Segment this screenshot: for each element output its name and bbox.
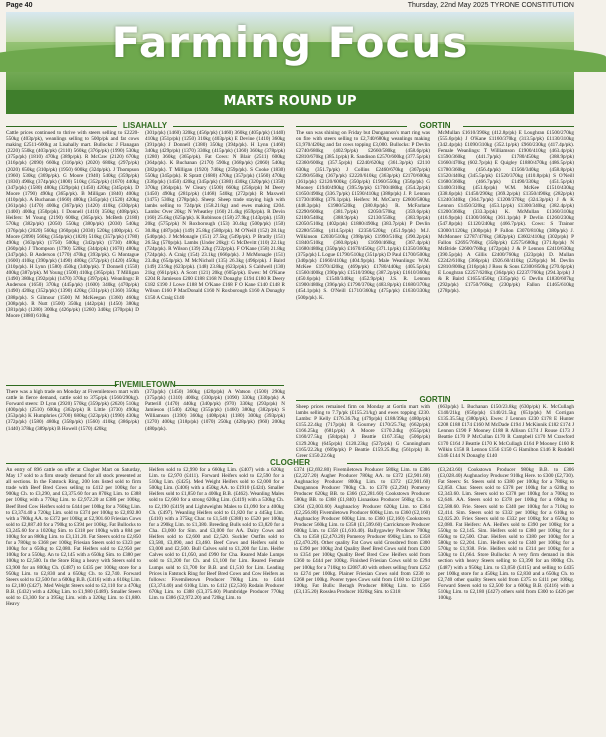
section-heading-gortin: GORTIN (296, 121, 574, 130)
gortin-sheep-text-1: Sheep prices remained firm on Monday at Gortin mart with lambs selling to 7.7p/pk (£155.21/kg) and ewes topping £230. Lambs: P Kelly £176.36.7kg (479p/pk) £188/39kg (480p/pk) £155.22.4kg (717p/pk) R Gourney £170/25.7kg (662p/pk) £166.25kg (681p/pk) A Moore £170.24kg (655p/pk) £160/27.5kg (584p/pk) J Beattie £167.35kg (506p/pk) £129.20kg (645p/pk) £120.23kg (527p/pk) G Cunningham £165/22.2kg (669p/pk) P Beattie £159.25.8kg (561p/pk) B. Greer £150.22.6kg (296, 404, 430, 459)
lisahally-text-1: Cattle prices continued to thrive with steers selling to £2220-550kg (403p/pk), weanlings selling to 500p/pk and fat cows making £2511-600kg at Lisahally mart. Bullocks: J Flanagan (2220) 550kg (403p/pk) (2110) 560kg (376p/pk) (1990) 530kg (375p/pk) (1810) 470kg (389p/pk). R McCaw (2120) 670kg (316p/pk) (2090) 660kg (316p/pk) (2020) 680kg (297p/pk) (2020) 650kg (310p/pk) (1950) 600kg (324p/pk). J Thompson (1960) 530kg (369p/pk). G Moore (1940) 540kg (359p/pk) (1830) 490kg (374p/pk) (1800) 510kg (352p/pk) (1670) 440kg (347p/pk) (1580) 480kg (329p/pk) (1450) 420kg (345p/pk). D Moore (1790) 490kg (365p/pk). B Milligan (1840) 400kg (410p/pk). A Buchanan (1660) 480kg (345p/pk) (1520) 420kg (361p/pk) (1470) 400kg (367p/pk) (1420) 410kg (330p/pk) (1400) 400kg (350p/pk). I Donnell (1410) 350kg (408p/pk). Heifers: M Young (2190) 600kg (365p/pk). McBeth (2180) 570kg (382p/pk) (2050) 550kg (380p/pk) (2030) 540kg (376p/pk) (2020) 560kg (360p/pk) (2030) 520kg (400p/pk). G Moore (2090) 560kg (354p/pk) (1820) 510kg (357p/pk) (1780) 490kg (363p/pk) (1750) 500kg (342p/pk) (1730) 480kg (360p/pk) J Thompson (1790) 520kg (344p/pk) (1670) 480kg (347p/pk). B Anderson (1770) 470kg (393p/pk). G Montague (1600) 410kg (390p/pk) (1490) 480kg (372p/pk) (1420) 450kg (310p/pk). H Lynn (1580) 450kg (340p/pk). T Donnell (1550) 400kg (387p/pk). M Young (1500) 410kg (365p/pk). T Milligan (1490) 380kg (392p/pk) (1470) 370kg (397p/pk). Weanlings: B Anderson (1650) 370kg (445p/pk) (1600) 340kg (470p/pk) (1490) 420kg (352p/pk) (1390) 420kg (331p/pk) (1360) 350kg (388p/pk). S Gilmour (1500) M McKeegan (1360) 460kg (308p/pk). R Nutt (1500) 350kg (442p/pk) (1450) 380kg (381p/pk) (1280) 300kg (426p/pk) (1260) 340kg (370p/pk) D Moore (1880) 610kg (6, 130, 139, 319)
banner-subtitle: MARTS ROUND UP (6, 90, 574, 114)
clogher-column-4 (438, 467, 574, 733)
clogher-column-2 (149, 467, 284, 733)
fivemiletown-column-1 (6, 389, 139, 449)
page-number: Page 40 (6, 2, 33, 9)
section-heading-fivemiletown: FIVEMILETOWN (6, 380, 284, 389)
gortin-column-1 (296, 130, 430, 390)
gortin-sheep-text-2: (663p/pk) L Buchanan £150/23.8kg (630p/pk) K. McCullagh £140/21kg (656p/pk) £140/21.5kg (651p/pk) M Corrigan £135.35.5kg (380p/pk). Ewes: J Lennon £230 £178 E Hunter £208 £188 £174 £160 M McDade £194 J McKinnik £182 £174 J Lennon £190 F Mooney £188 R Allison £174 J Rouse £173 J Beattie £170 P McCullan £170 R Campbell £170 M Crawford £170 £164 J Beattie £170 K McCullagh £164 P Mooney £160 R Wilkin £158 R Lennon £156 £150 G Hamilton £146 R Ruddell £146 £144 N Donaghy £140 (438, 404, 574, 459)
section-heading-clogher: CLOGHER (6, 458, 574, 467)
banner (6, 12, 574, 90)
clogher-text-2: Heifers sold to £2,990 for a 660kg Lim. (£407) with a 620kg Lim. to £2,970 (£411). Forward Heifers sold to £2,590 for a 510kg Lim. (£425). Med Weight Heifers sold to £2,000 for a 500kg Lim. (£406) with a 450kg AA. to £1910 (£424). Smaller Heifers sold to £1,850 for a 400kg B.B. (£462). Weanling Males sold to £2,660 for a strong 620kg Lim. (£419) with a 530kg Ch. to £2,190 (£419) and Lightweights Males to £1,090 for a 400kg Ch. (£497). Weanling Heifers sold to £1,820 for a 445kg Lim. (£410) with a 375kg Char. to £1,540 (£388) to £520 per 100kg for a 290kg Lim. to £1,380. Breeding Bulls sold to £3,820 for a Cha. £3,000 for Sim. and £3,000 for AA. Dairy Cows and Heifers sold to £2,600 and £2,520. Suckler Outfits sold to £3,580, £3,090, and £3,460. Beef Cows and Heifers sold to £3,000 and £2,500. Bull Calves sold to £1,200 for Lim. Heifer Calves sold to £1,050, and £990 for Cha. Reared Male Lumps sold to £1,200 for Ch. and £1,100 for Lim. Reared Female Lumps sold to £1,700 for B.B. and £1,510 for Lim. Leading Prices in Fatstock Ring for Beef Bred Cows and Cow Heifers as follows: Fivemiletown Producer 760kg Lim. to £444 (£3,374.40) and 610kg Lim. to £412 (£2,536) Rodain Producer 670kg Lim. to £388 (£3,375.60) Plumbridge Producer 770kg Lim. to £386 (£2,972.20) and 720kg Lim. to (149, 467, 284, 601)
fivemiletown-text-1: There was a high trade on Monday at Fivemiletown mart with cattle in fierce demand, cattle sold to 375p/pk (1560/290kg). Forward steers: D Lynn (2920) 570kg (359p/pk) (2620) 510kg (400p/pk) (2510) 600kg (362p/pk) R Little (3730) 490kg (353p/pk) K Humphries (2700) 680kg (323p/pk) (1990) 430kg (372p/pk) (1580) 480kg (358p/pk) (1560) 410kg (386p/pk) (1440) 378kg (389p/pk) B Howell (1570) 420kg (6, 389, 139, 432)
clogher-column-3 (294, 467, 430, 733)
lisahally-text-2: (301p/pk) (1460) 320kg (456p/pk) (1460) 360kg (405p/pk) (1440) 410kg (351p/pk) (1250) 310kg (403p/pk) E Devine (1410) 360kg (391p/pk) J Donnell (1380) 350kg (394p/pk). H Lynn (1460) 340kg (429p/pk) (1370) 330kg (415p/pk) (1360) 360kg (378p/pk) (1280) 360kg (365p/pk). Fat Cows: N Blair (2511) 600kg (364p/pk). K Buchanan (2170) 590kg (368p/pk) (2060) 540kg (382p/pk). T Milligan (1920) 740kg (259p/pk). S Cooke (1830) 550kg (345p/pk). R Spratt (1680) 470kg (357p/pk) (1560) 470kg (336p/pk) (1450) 420kg (345p/pk) (1380) 430kg (320p/pk) (1350) 370kg (364p/pk). W Cleary (1500) 660kg (256p/pk) M Deery (1450) 490kg (281p/pk) (1468) 540kg (272p/pk) R Maxwell (1475) 530kg (278p/pk). Sheep: Sheep trade staying high with lambs selling to 724p/pk (158.21/kg) and ewes making £204. Lambs: Over 20kg: N Wheatley (160) 21.4kg (659p/pk). R Devin (160) 25.6kg (625p/pk). K Robinson (158) 27.9kg (143p/pk). (159) 20kg (575p/pk) N Roxborough (153) 30.4kg (500p/pk) (150) 30.8kg (487p/pk) (149) 25.8kg (580p/pk). M O'Neill (152) 28.1kg (540p/pk). J McMonagle (151) 27.5kg (549p/pk). P Bradly (151) 26.5kg (570p/pk). Lambs (Under 20kg): G McDevitt (110) 22.1kg (724p/pk). R Wilson (139) 22kg (722p/pk). F O'Kane (158) 21.8kg (724p/pk). A Craig (154) 23.1kg (666p/pk). J McMonagle (151) 23.4kg (654p/pk). M McNicholl (135) 26.3kg (496p/pk). J Baird (149) 23.9kg (623p/pk). (148) 23.8kg (623p/pk). S Caldwell (130) 21kg (661p/pk). A Scott (121) 20kg (605p/pk). Ewes: M O'Kane £204 R Jamieson £200 £188 £168 N Donaghy £194 £180 R Deery £182 £190 J Lowe £188 M O'Kane £168 F O Kane £140 £148 R Wilson £160 P MacDonald £160 N Roxborough £160 A Donaghy £150 A Craig £140 (145, 130, 285, 301)
gortin-column-2 (438, 130, 574, 390)
gortin-text-2: McMullan £1610/390kg (412.8p/pk) E Loughran £1500/270kg (555.6p/pk) J O'Kane £1160/370kg (313.5p/pk) £1130/310kg (342.4p/pk) £1090/310kg (352.1p/pk) £960/230kg (417.4p/pk). Female Weanlings: T Williamson £1900/410kg (463.4p/pk) £1590/360kg (441.7p/pk) £1780/450kg (388.9p/pk) £1660/470kg (602.7p/pk) E Quigley £1880/470kg (486.5p/pk) £1780/360kg (456.4p/pk) £1560/340kg (458.8p/pk) £1520/440kg (345.5p/pk) £1520/370kg (410.8p/pk) S O'Neill £1680/360kg (466.7p/pk) £1490/330kg (451.5p/pk) £1400/310kg (451.6p/pk) W.M. McKee £1510/430kg (338.6p/pk) £1450/290kg (369.2p/pk) £1350/490kg (282p/pk) £1240/340kg (364.7p/pk) £1200/370kg (324.3p/pk) J & K Lennon £1450/320kg (453.1p/pk) £1300/340kg (382.4p/pk) £1200/360kg (333.3p/pk) K. McMullan £1360/310kg (416.9p/pk) £1300/360kg (361.1p/pk) P Devlin £1260/230kg (547.8p/pk) £1120/240kg (466.7p/pk). Cows: S Trainor £3000/1120kg (300p/pk) P Fallon £3070/810kg (380p/pk) J. McMonner £2787/470kg (382p/pk) £3602/410kg (302p/pk) P Fallon £2695/760kg (358p/pk) £2575/680kg (371.8p/pk) N McBride £2600/760kg (472p/pk) J & P Lennon £2410/630kg (390.5p/pk) A Gillis £2400/760kg (323p/pk) D. Mullan £2242/610kg (366p/pk) £926.60/410kg (226p/pk) M. Devlin £2810/800kg (316p/pk) J Ross & Sons £2300/850kg (270.6p/pk) E Loughran £2257/620kg (364p/pk) £2237/760kg (294.3p/pk) J & R Baird £1655/450kg (335p/pk) G Devlin £1830/607kg (292p/pk) £1750/760kg (230p/pk) Fallon £1465/610kg (278p/pk). (438, 130, 574, 295)
lisahally-column-2 (145, 130, 285, 375)
section-heading-lisahally: LISAHALLY (6, 121, 284, 130)
gortin-sheep-column-2 (438, 404, 574, 459)
gortin-text-1: The sun was shining on Friday but Dungannon's mart ring was on fire with steers selling to £2,740/680kg weanlings making £1,970/420kg and fat cows topping £3,000. Bullocks: P Devlin £2740/680kg (402.9p/pk) £2660/580kg (458.6p/pk) £2810/670kg (385.1p/pk) R. Sandison £2570/600kg (377.5p/pk) £2360/600kg (357.5p/pk) £2240/620kg (361.3p/pk) £2110 630kg (351.7p/pk) J Collins £2460/670kg (367p/pk) £2390/650kg (367p/pk) £2220/610kg (363p/pk) £2170/600kg (361p/pk) £2120/600kg (350p/pk) £1960/550kg (356p/pk) G Mooney £1940/490kg (395.9p/pk) £1700/480kg (354.2p/pk) £1650/490kg (336.7p/pk) £1590/410kg (388p/pk) J. P. Lennon £1730/460kg (376.1p/pk). Heifers: M. McCurry £2600/580kg (448.3p/pk) £1980/520kg (380.8p/pk) R. McFarlane £2290/600kg (381.7p/pk) £2050/570kg (359.6p/pk) £2100/540kg (388.9p/pk) £2130/550kg (383.9p/pk) £2050/510kg (402p/pk) £1880/490kg (383.7p/pk) P Devlin £2280/550kg (414.5p/pk) £2350/520kg (451.9p/pk) M.J. Wilkinson £2030/510kg (398p/pk) £1990/510kg (390.2p/pk) £1840/510kg (360.8p/pk) £1690/460kg (367.4p/pk) £1680/480kg (350p/pk) £1670/450kg (371.1p/pk) £1350/360kg (375p/pk) L Logue £1790/510kg (351p/pk) D Paul £1700/500kg (340p/pk) £1660/410kg (404.9p/pk). Male Weanlings: W.M. McKee £1970/420kg (469p/pk) £1780/440kg (405.5p/pk) £1560/400kg (390p/pk) £1510/390kg (387.2p/pk) £1610/360kg (450.6p/pk) £1540/340kg (452.9p/pk) J.S. R. Lennon £1900/480kg (396p/pk) £1790/370kg (483.8p/pk) £1680/370kg (454.1p/pk) S. O'Neill £1710/360kg (475p/pk) £1630/330kg (500p/pk). K. (296, 130, 430, 301)
banner-title: Farming Focus (111, 18, 469, 67)
clogher-text-1: An entry of 896 cattle on offer at Clogher Mart on Saturday, May 17 sold to a firm steady demand for all stock presented at all sections. In the Fatstock Ring, 200 lots listed sold to firm trade with Beef Bred Cows selling to £412 per 100kg for a 900kg Ch. to £3,290, and £3,375.60 for an 870kg Lim. to £388 per 100kg with a 770kg Lim. to £2,972.20 at £386 per 100kg. Beef Bred Cow Heifers sold to £444 per 100kg for a 760kg Lim. to £3,374.40 a 720kg Lim. sold to £374 per 100kg to £2,692.80 with a 780kg AA. to £372 per 100kg at £2,901.60 Friesian Cows sold to £2,887.40 for a 790kg to £394 per 100kg. Fat Bullocks to £3,245.60 for a 1020kg Sim. to £318 per 100kg with a 884 per 100kg for an 880kg Lim. to £3,131.20. Fat Steers sold to £2,850 for a 780kg to £368 per 100kg Friesian Steers sold to £323 per 100kg for a 650kg to £2,080. Fat Heifers sold to £2,950 per 100kg for a 550kg. An to £2,145 with a 650kg Sim. to £380 per 100kg to £2,500. In the Store Ring a heavy with Steers sold to £3,900 for an 800kg Ch. (£487) to £435 per 100kg store for a 950kg Lim. to £2,830 and a 650kg Ch. to £2,740. Forward Steers sold to £2,500 for a 600kg B.B. (£416) with a 610kg Lim. to £2,180 (£427). Med Weight Steers sold to £2,110 for a 470kg B.B. (£432) with a 420kg Lim. to £1,980 (£489). Smaller Steers sold to £3,300 for a 395kg Lim. with a 320kg Lim. to £1,880. Heavy (6, 467, 141, 608)
clogher-text-4: (£3,243.60) Cookstown Producer 980kg B.B. to £306 (£3,028.40) Aughnacloy Producer 910kg Here. to £300 (£2,730). Fat Steers: St. Steers sold to £380 per 100kg for a 780kg to £2,850. Char. Steers sold to £378 per 100kg for a 620kg to £2,343.60. Lim. Steers sold to £378 per 100kg for a 700kg to £2,646. AA. Steers sold to £378 per 100kg for a 690kg to £2,588.60. Frie. Steers sold to £340 per 100kg for a 710kg to £2,414. Sim. Steers sold to £332 per 100kg for a 610kg to £2,025.20. Friex Steers sold to £332 per 100kg for a 650kg to £2,080. Fat Heifers: AA. Heifers sold to £390 per 100kg for a 550kg to £2,145. Sim. Heifers sold to £380 per 100kg for a 650kg to £2,500. Char. Heifers sold to £380 per 100kg for a 580kg to £2,204. Lim. Heifers sold to £340 per 100kg for a 570kg to £1,938. Frie. Heifers sold to £314 per 100kg for a 530kg to £1,664. Store Bullocks: A very firm demand in this section with heavy Steers selling to £3,390 for an 800kg Ch. (£487) with a 950kg Lim. to £3,050 (£415) and selling to £435 per 100kg store for a 450kg Lim. to £2,830 and a 650kg Ch. to £2,740 other quality Steers sold from £375 to £411 per 100kg. Forward Steers sold to £2,500 for a 600kg B.B. (£416) with a 510kg Lim. to £2,180 (£427) others sold from £300 to £426 per 100kg. (438, 467, 574, 601)
clogher-column-1 (6, 467, 141, 733)
gortin-sheep-column-1 (296, 404, 430, 459)
date-paper: Thursday, 22nd May 2025 TYRONE CONSTITUTION (407, 2, 574, 9)
section-heading-gortin-sheep: GORTIN (296, 395, 574, 404)
fivemiletown-text-2: (373p/pk) (1450) 360kg (420p/pk) A Watson (1500) 290kg (375p/pk) (1310) 400kg (330p/pk) (1090) 330kg (330p/pk) A Patterill (1470) 440kg (340p/pk) (970) 330kg (293p/pk) N Jamieson (1540) 420kg (355p/pk) (1460) 380kg (382p/pk) S Williamson (1390) 360kg (408p/pk) (1180) 300kg (393p/pk) (1270) 400kg (318p/pk) (1070) 250kg (428p/pk) (960) 200kg (480p/pk). (145, 389, 285, 432)
lisahally-column-1 (6, 130, 139, 375)
fivemiletown-column-2 (145, 389, 285, 449)
page-header (6, 2, 574, 12)
clogher-text-3: £374 (£2,692.80) Fivemiletown Producer 580kg Lim. to £386 (£2,227.20) Augher Producer 780kg AA. to £372 (£2,901.60) Aughnacloy Producer 800kg Lim. to £372 (£2,901.60) Dungannon Producer 780kg Ch. to £370 (£2,294) Pomeroy Producer 620kg BB. to £366 (£2,281.60) Cookstown Producer 580kg BB. to £368 (£1,840) Lisnaskea Producer 560kg Ch. to £364 (£2,003.60) Aughnacloy Producer 620kg Lim. to £364 (£2,256.80) Fivemiletown Producer 600kg Lim. to £360 (£2,160) Aughnacloy Producer 600kg Lim. to £360 (£2,160) Cookstown Producer 560kg Lim. to £358 (£1,599.60) Carrickmore Producer 600kg Lim. to £358 (£1,610.40). Ballygawley Producer 700kg Ch. to £358 (£2,470.20) Pomeroy Producer 690kg Lim. to £358 (£2,470.20). Other quality Fat Cows sold Grossbred from £300 to £390 per 100kg 2nd Quality Beef Bred Cows sold from £320 to £354 per 100kg Quality Beef Bred Cow Heifers sold from £360 to £444 per 100kg. Finished Friesian Cows sold to £294 per 100kg for a 710kg to £2087.40 with others selling from £252 to £274 per 100kg. Plainer Friesian Cows sold from £230 to £268 per 100kg. Poorer types Cows sold from £160 to £210 per 100kg. Fat Bulls: Beragh Producer 880kg Lim. to £356 (£3,135.20) Rosslea Producer 1020kg Sim. to £318 (294, 467, 430, 595)
